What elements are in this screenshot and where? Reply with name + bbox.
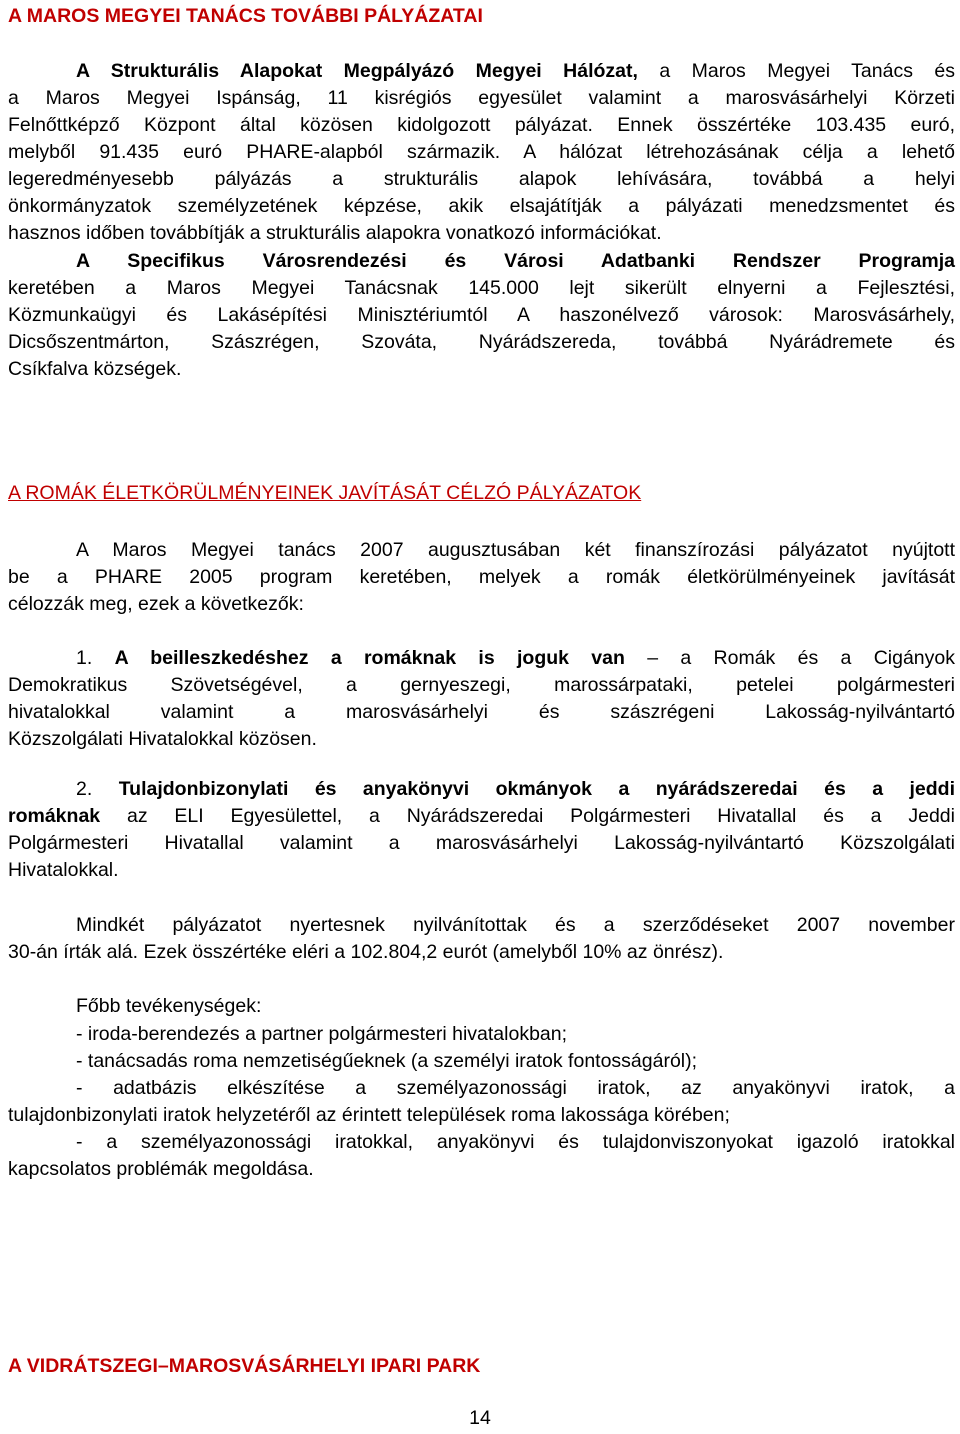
- text-run: kapcsolatos problémák megoldása.: [8, 1158, 314, 1180]
- text-line: [76, 776, 955, 802]
- text-run: Közmunkaügyi és Lakásépítési Minisztériumtól A haszonélvező városok: Marosvásárhely,: [8, 304, 955, 326]
- bold-text: Tulajdonbizonylati és anyakönyvi okmányok a nyárádszeredai és a jeddi: [118, 778, 955, 800]
- text-line: [8, 803, 955, 829]
- activities-title: Főbb tevékenységek:: [76, 995, 262, 1017]
- text-line: [76, 58, 955, 84]
- bold-text: A Specifikus Városrendezési és Városi Adatbanki Rendszer Programja: [76, 250, 955, 272]
- text-run: - a személyazonossági iratokkal, anyakönyvi és tulajdonviszonyokat igazoló iratokkal: [76, 1131, 955, 1153]
- text-run: hivatalokkal valamint a marosvásárhelyi és szászrégeni Lakosság-nyilvántartó: [8, 701, 955, 723]
- text-run: - tanácsadás roma nemzetiségűeknek (a személyi iratok fontosságáról);: [76, 1050, 698, 1072]
- page-number: 14: [469, 1407, 491, 1429]
- text-line: [76, 537, 955, 563]
- text-run: melyből 91.435 euró PHARE-alapból származik. A hálózat létrehozásának célja a lehető: [8, 141, 955, 163]
- section-2-heading: A ROMÁK ÉLETKÖRÜLMÉNYEINEK JAVÍTÁSÁT CÉLZÓ PÁLYÁZATOK: [8, 482, 642, 504]
- text-run: Mindkét pályázatot nyertesnek nyilvánítottak és a szerződéseket 2007 november: [76, 914, 955, 936]
- text-run: Demokratikus Szövetségével, a gernyeszegi, marossárpataki, petelei polgármesteri: [8, 674, 955, 696]
- text-run: be a PHARE 2005 program keretében, melyek a romák életkörülményeinek javítását: [8, 566, 955, 588]
- bold-text: A Strukturális Alapokat Megpályázó Megyei Hálózat,: [76, 60, 638, 82]
- text-line: [8, 220, 955, 246]
- text-run: A Maros Megyei tanács 2007 augusztusában két finanszírozási pályázatot nyújtott: [76, 539, 955, 561]
- text-line: [8, 672, 955, 698]
- text-run: Közszolgálati Hivatalokkal közösen.: [8, 728, 317, 750]
- list-item: [76, 1048, 955, 1074]
- text-run: – a Romák és a Cigányok: [624, 647, 955, 669]
- text-line: [8, 85, 955, 111]
- list-item: [76, 1021, 955, 1047]
- text-line: [8, 275, 955, 301]
- text-run: önkormányzatok személyzetének képzése, akik elsajátítják a pályázati menedzsmentet és: [8, 195, 955, 217]
- text-run: - iroda-berendezés a partner polgármesteri hivatalokban;: [76, 1023, 568, 1045]
- text-line: [76, 645, 955, 671]
- text-run: 30-án írták alá. Ezek összértéke eléri a 102.804,2 eurót (amelyből 10% az önrész).: [8, 941, 724, 963]
- text-run: 2.: [76, 778, 119, 800]
- text-line: [76, 248, 955, 274]
- text-run: Felnőttképző Központ által közösen kidolgozott pályázat. Ennek összértéke 103.435 euró,: [8, 114, 955, 136]
- text-line: [8, 699, 955, 725]
- text-line: [8, 726, 955, 752]
- text-line: [8, 356, 955, 382]
- text-run: hasznos időben továbbítják a strukturális alapokra vonatkozó információkat.: [8, 222, 662, 244]
- list-item: [8, 1156, 955, 1182]
- text-run: 1.: [76, 647, 115, 669]
- text-line: [8, 939, 955, 965]
- text-run: a Maros Megyei Ispánság, 11 kisrégiós egyesület valamint a marosvásárhelyi Körzeti: [8, 87, 955, 109]
- section-1-heading: A MAROS MEGYEI TANÁCS TOVÁBBI PÁLYÁZATAI: [8, 5, 483, 27]
- text-run: Csíkfalva községek.: [8, 358, 182, 380]
- text-run: legeredményesebb pályázás a strukturális alapok lehívására, továbbá a helyi: [8, 168, 955, 190]
- text-run: - adatbázis elkészítése a személyazonossági iratok, az anyakönyvi iratok, a: [76, 1077, 955, 1099]
- list-item: [76, 1129, 955, 1155]
- text-run: az ELI Egyesülettel, a Nyárádszeredai Polgármesteri Hivatallal és a Jeddi: [100, 805, 955, 827]
- text-line: [8, 830, 955, 856]
- text-line: [8, 302, 955, 328]
- text-line: [8, 591, 955, 617]
- section-3-heading: A VIDRÁTSZEGI–MAROSVÁSÁRHELYI IPARI PARK: [8, 1355, 481, 1377]
- text-line: [8, 329, 955, 355]
- text-line: [8, 857, 955, 883]
- text-line: [8, 139, 955, 165]
- text-run: Polgármesteri Hivatallal valamint a marosvásárhelyi Lakosság-nyilvántartó Közszolgálati: [8, 832, 955, 854]
- bold-text: romáknak: [8, 805, 101, 827]
- list-item: [76, 1075, 955, 1101]
- text-line: [8, 112, 955, 138]
- text-run: célozzák meg, ezek a következők:: [8, 593, 304, 615]
- text-line: [8, 193, 955, 219]
- text-run: a Maros Megyei Tanács és: [637, 60, 955, 82]
- bold-text: A beilleszkedéshez a romáknak is joguk van: [114, 647, 625, 669]
- text-run: Dicsőszentmárton, Szászrégen, Szováta, Nyárádszereda, továbbá Nyárádremete és: [8, 331, 955, 353]
- text-run: keretében a Maros Megyei Tanácsnak 145.000 lejt sikerült elnyerni a Fejlesztési,: [8, 277, 955, 299]
- text-line: [76, 912, 955, 938]
- text-run: Hivatalokkal.: [8, 859, 119, 881]
- text-run: tulajdonbizonylati iratok helyzetéről az érintett települések roma lakossága körében;: [8, 1104, 730, 1126]
- list-item: [8, 1102, 955, 1128]
- text-line: [8, 166, 955, 192]
- text-line: [8, 564, 955, 590]
